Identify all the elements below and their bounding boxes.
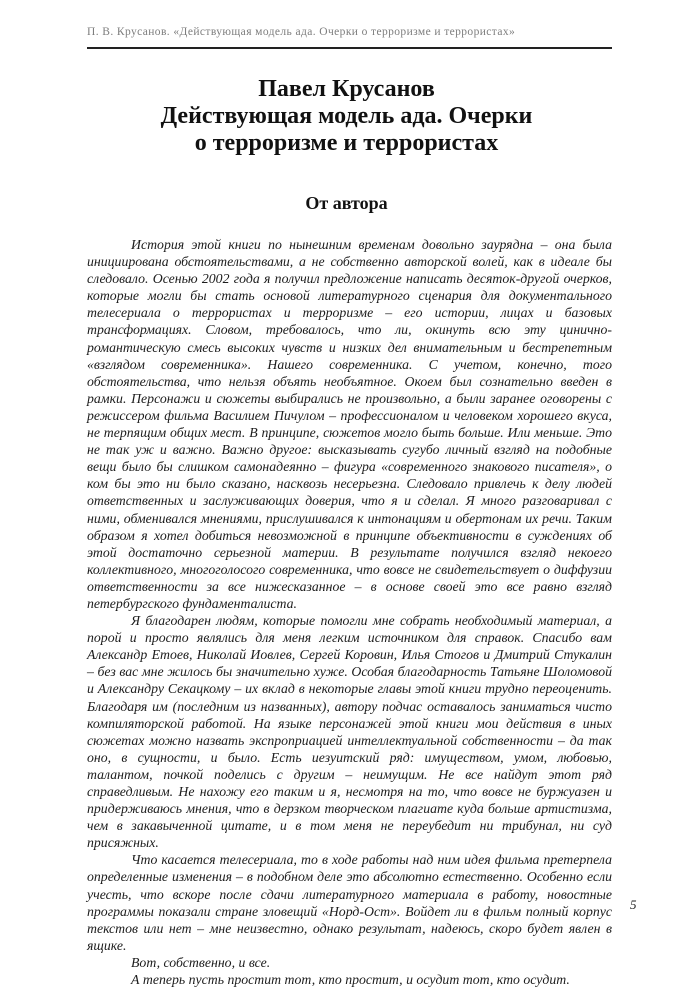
book-title <box>0 76 693 157</box>
paragraph: Вот, собственно, и все. <box>131 954 271 970</box>
section-heading: От автора <box>305 193 388 213</box>
page-number: 5 <box>630 897 637 912</box>
paragraph: История этой книги по нынешним временам довольно заурядна – она была инициирована обстоятельствами, а не собственно авторской волей, как в идеале бы следовало. Осенью 2002 года я получил предложение написать десяток-другой очерков, которые могли бы стать основой литературного сценария для документального телесериала о террористах и терроризме – его истории, лицах и базовых трансформациях. Словом, требовалось, что ли, окинуть всю эту цинично-романтическую смесь высоких чувств и низких дел внимательным и бестрепетным «взглядом современника». Нашего современника. С учетом, конечно, того обстоятельства, что нельзя объять необъятное. Окоем был сознательно введен в рамки. Персонажи и сюжеты выбирались не произвольно, а были заранее оговорены с режиссером фильма Василием Пичулом – профессионалом и человеком хорошего вкуса, не терпящим общих мест. В принципе, сюжетов могло быть больше. Или меньше. Это не так уж и важно. Важно другое: высказывать сугубо личный взгляд на подобные вещи было бы слишком самонадеянно – фигура «современного знакового писателя», о ком бы это ни было сказано, насквозь несерьезна. Следовало привлечь к делу людей ответственных и заслуживающих доверия, что я и сделал. Я много разговаривал с ними, обменивался мнениями, прислушивался к интонациям и обертонам их речи. Таким образом я хотел добиться невозможной в принципе объективности в суждениях об этой достаточно серьезной материи. В результате получился взгляд некоего коллективного, многоголосого современника, что вовсе не свидетельствует о диффузии ответственности за все нижесказанное – в основе своей это все равно взгляд петербургского фундаменталиста. <box>87 237 612 611</box>
body-text <box>87 236 612 988</box>
book-title-line-2: о терроризме и террористах <box>194 130 499 156</box>
book-title-line-1: Действующая модель ада. Очерки <box>160 103 533 129</box>
paragraph: Я благодарен людям, которые помогли мне собрать необходимый материал, а порой и просто являлись для меня легким источником для справок. Спасибо вам Александр Етоев, Николай Иовлев, Сергей Коровин, Илья Стогов и Дмитрий Стукалин – без вас мне жилось бы значительно хуже. Особая благодарность Татьяне Шоломовой и Александру Секацкому – их вклад в некоторые главы этой книги трудно переоценить. Благодаря им (последним из названных), автору подчас оставалось заниматься чисто компиляторской работой. На языке персонажей этой книги мои действия в иных сюжетах можно назвать экспроприацией интеллектуальной собственности – да так оно, в сущности, и было. Есть иезуитский ряд: имуществом, умом, любовью, талантом, почкой поделись с другим – неимущим. Не все найдут этот ряд справедливым. Не нахожу его таким и я, несмотря на то, что вовсе не буржуазен и придерживаюсь мнения, что в дерзком творческом плагиате куда больше артистизма, чем в закавыченной цитате, и в том меня не переубедит ни трибунал, ни суд присяжных. <box>87 613 612 851</box>
book-title-author: Павел Крусанов <box>258 76 435 102</box>
paragraph: А теперь пусть простит тот, кто простит, и осудит тот, кто осудит. <box>131 972 570 988</box>
running-header <box>87 26 612 38</box>
header-rule-divider <box>87 47 612 49</box>
running-header-text: П. В. Крусанов. «Действующая модель ада. Очерки о терроризме и террористах» <box>87 26 516 38</box>
paragraph: Что касается телесериала, то в ходе работы над ним идея фильма претерпела определенные изменения – в подобном деле это абсолютно естественно. Особенно если учесть, что вскоре после сдачи литературного материала в работу, новостные программы показали стране зловещий «Норд-Ост». Войдет ли в фильм полный корпус текстов или нет – мне неизвестно, однако результат, надеюсь, скоро будет явлен в ящике. <box>87 852 612 953</box>
